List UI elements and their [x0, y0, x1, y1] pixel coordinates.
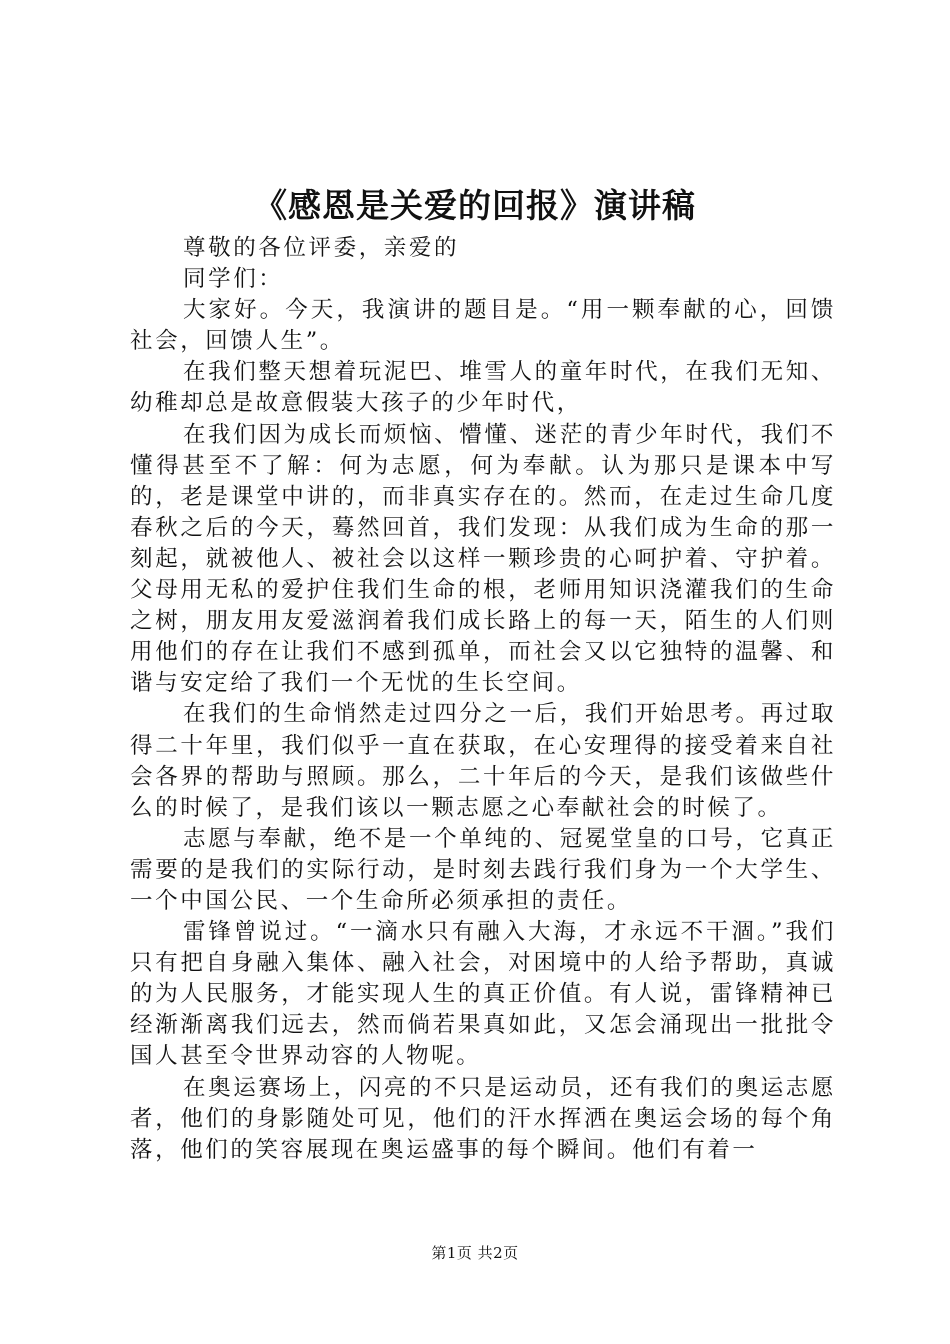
paragraph-childhood: 在我们整天想着玩泥巴、堆雪人的童年时代，在我们无知、幼稚却总是故意假装大孩子的少年时代， [130, 359, 836, 417]
paragraph-volunteer: 志愿与奉献，绝不是一个单纯的、冠冕堂皇的口号，它真正需要的是我们的实际行动，是时刻去践行我们身为一个大学生、一个中国公民、一个生命所必须承担的责任。 [130, 825, 836, 914]
paragraph-youth: 在我们因为成长而烦恼、懵懂、迷茫的青少年时代，我们不懂得甚至不了解：何为志愿，何为奉献。认为那只是课本中写的，老是课堂中讲的，而非真实存在的。然而，在走过生命几度春秋之后的今天，蓦然回首，我们发现：从我们成为生命的那一刻起，就被他人、被社会以这样一颗珍贵的心呵护着、守护着。父母用无私的爱护住我们生命的根，老师用知识浇灌我们的生命之树，朋友用友爱滋润着我们成长路上的每一天，陌生的人们则用他们的存在让我们不感到孤单，而社会又以它独特的温馨、和谐与安定给了我们一个无忧的生长空间。 [130, 421, 836, 697]
paragraph-greeting: 大家好。今天，我演讲的题目是。“用一颗奉献的心，回馈社会，回馈人生”。 [130, 297, 836, 355]
paragraph-salutation-2: 同学们： [183, 266, 284, 293]
document-title: 《感恩是关爱的回报》演讲稿 [254, 186, 696, 225]
paragraph-olympics: 在奥运赛场上，闪亮的不只是运动员，还有我们的奥运志愿者，他们的身影随处可见，他们的汗水挥洒在奥运会场的每个角落，他们的笑容展现在奥运盛事的每个瞬间。他们有着一 [130, 1074, 836, 1163]
paragraph-salutation-1: 尊敬的各位评委，亲爱的 [183, 235, 460, 261]
page-number-footer: 第1页 共2页 [431, 1244, 519, 1262]
document-body [130, 233, 836, 1166]
paragraph-leifeng: 雷锋曾说过。“一滴水只有融入大海，才永远不干涸。”我们只有把自身融入集体、融入社会，对困境中的人给予帮助，真诚的为人民服务，才能实现人生的真正价值。有人说，雷锋精神已经渐渐离我们远去，然而倘若果真如此，又怎会涌现出一批批令国人甚至令世界动容的人物呢。 [130, 919, 836, 1070]
paragraph-reflection: 在我们的生命悄然走过四分之一后，我们开始思考。再过取得二十年里，我们似乎一直在获取，在心安理得的接受着来自社会各界的帮助与照顾。那么，二十年后的今天，是我们该做些什么的时候了，是我们该以一颗志愿之心奉献社会的时候了。 [130, 701, 836, 821]
